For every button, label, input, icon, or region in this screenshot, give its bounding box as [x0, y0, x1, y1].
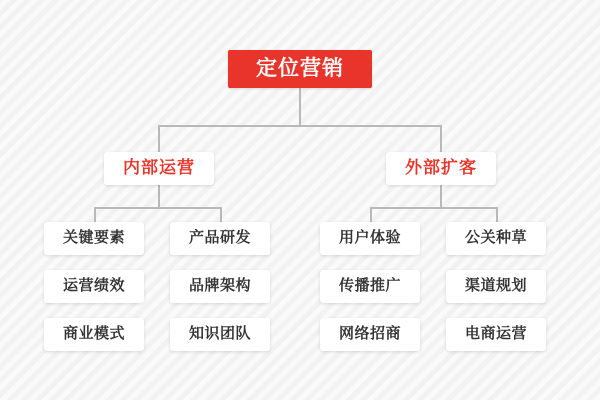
leaf-node-label: 公关种草: [464, 229, 527, 247]
leaf-node: [320, 222, 420, 255]
leaf-node-label: 渠道规划: [464, 277, 527, 295]
connector-branch-right-stem: [440, 125, 442, 152]
leaf-node: [320, 270, 420, 303]
leaf-node: [446, 318, 546, 351]
connector-right-leaf1-stem: [370, 207, 372, 222]
branch-node-external-label: 外部扩客: [405, 158, 477, 178]
branch-node-internal: [104, 152, 214, 185]
connector-right-leaf2-stem: [496, 207, 498, 222]
branch-node-external: [386, 152, 496, 185]
leaf-node: [170, 318, 270, 351]
root-node: [228, 50, 372, 88]
leaf-node-label: 传播推广: [338, 277, 401, 295]
leaf-node-label: 品牌架构: [188, 277, 251, 295]
connector-left-branch-down: [158, 185, 160, 207]
connector-right-branch-down: [440, 185, 442, 207]
leaf-node-label: 产品研发: [188, 229, 251, 247]
connector-branch-left-stem: [158, 125, 160, 152]
connector-left-leaf-bar: [94, 207, 222, 209]
root-node-label: 定位营销: [256, 57, 344, 81]
leaf-node-label: 知识团队: [188, 325, 251, 343]
leaf-node-label: 用户体验: [338, 229, 401, 247]
leaf-node: [44, 222, 144, 255]
leaf-node-label: 运营绩效: [62, 277, 125, 295]
leaf-node-label: 关键要素: [62, 229, 125, 247]
leaf-node: [170, 270, 270, 303]
connector-root-stem: [299, 88, 301, 125]
branch-node-internal-label: 内部运营: [123, 158, 195, 178]
leaf-node: [320, 318, 420, 351]
leaf-node: [446, 222, 546, 255]
connector-root-bar: [158, 125, 442, 127]
leaf-node-label: 网络招商: [338, 325, 401, 343]
leaf-node: [44, 270, 144, 303]
leaf-node-label: 电商运营: [464, 325, 527, 343]
leaf-node-label: 商业模式: [62, 325, 125, 343]
leaf-node: [170, 222, 270, 255]
connector-left-leaf1-stem: [94, 207, 96, 222]
leaf-node: [44, 318, 144, 351]
connector-right-leaf-bar: [370, 207, 498, 209]
connector-left-leaf2-stem: [220, 207, 222, 222]
leaf-node: [446, 270, 546, 303]
